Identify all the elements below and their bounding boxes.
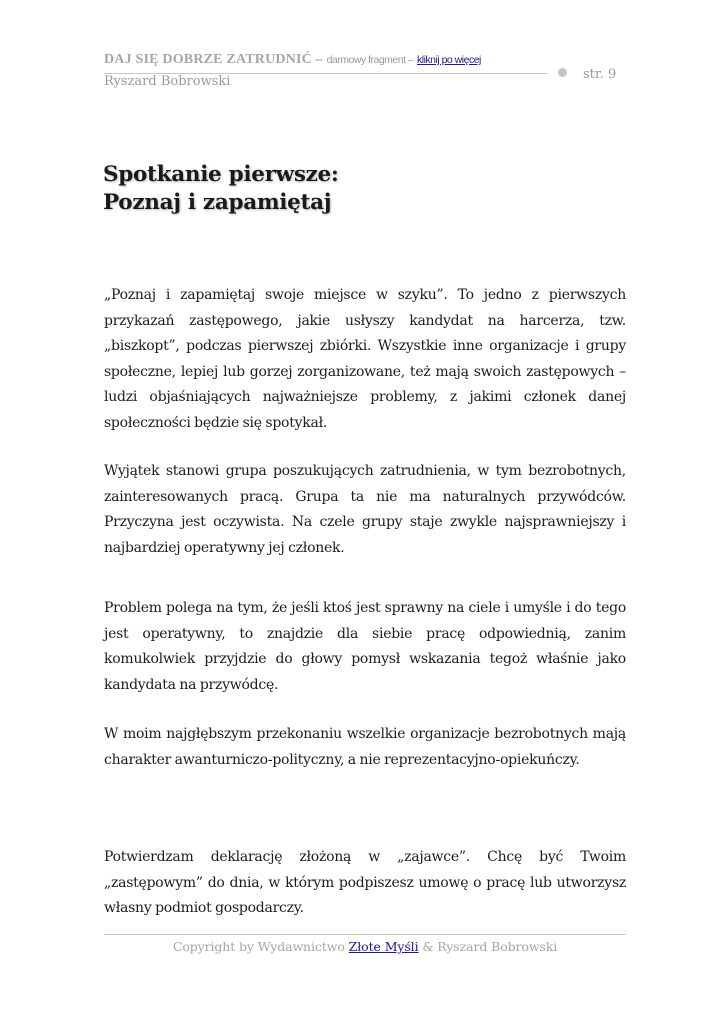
footer-divider bbox=[104, 934, 626, 935]
paragraph-3: Problem polega na tym, że jeśli ktoś jest sprawny na ciele i umyśle i do tego jest operatywny, to znajdzie dla siebie pracę odpowiednią, zanim komukolwiek przyjdzie do głowy pomysł wskazania tegoż właśnie jako kandydata na przywódcę. bbox=[104, 600, 626, 693]
more-link[interactable]: kliknij po więcej bbox=[417, 54, 481, 66]
bullet-dot-icon bbox=[558, 68, 567, 77]
page-footer bbox=[104, 939, 626, 954]
chapter-title bbox=[103, 161, 339, 217]
chapter-title-line-2: Poznaj i zapamiętaj bbox=[103, 190, 332, 215]
header-author: Ryszard Bobrowski bbox=[104, 74, 231, 89]
page-number: str. 9 bbox=[583, 67, 617, 82]
paragraph-1: „Poznaj i zapamiętaj swoje miejsce w szyku”. To jedno z pierwszych przykazań zastępowego, jakie usłyszy kandydat na harcerza, tzw. „biszkopt”, podczas pierwszej zbiórki. Wszystkie inne organizacje i grupy społeczne, lepiej lub gorzej zorganizowane, też mają swoich zastępowych – ludzi objaśniających najważniejsze problemy, z jakimi członek danej społeczności będzie się spotykał. bbox=[104, 287, 626, 431]
running-header bbox=[104, 52, 481, 68]
footer-copyright: Copyright by Wydawnictwo bbox=[172, 939, 349, 954]
header-separator: – bbox=[311, 52, 327, 67]
book-title: DAJ SIĘ DOBRZE ZATRUDNIĆ bbox=[104, 52, 312, 67]
paragraph-2: Wyjątek stanowi grupa poszukujących zatrudnienia, w tym bezrobotnych, zainteresowanych pracą. Grupa ta nie ma naturalnych przywódców. Przyczyna jest oczywista. Na czele grupy staje zwykle najsprawniejszy i najbardziej operatywny jej członek. bbox=[104, 463, 626, 556]
chapter-title-line-1: Spotkanie pierwsze: bbox=[103, 162, 339, 187]
free-fragment-label: darmowy fragment – bbox=[326, 54, 414, 66]
paragraph-4: W moim najgłębszym przekonaniu wszelkie organizacje bezrobotnych mają charakter awanturniczo-polityczny, a nie reprezentacyjno-opiekuńczy. bbox=[104, 726, 626, 768]
paragraph-5: Potwierdzam deklarację złożoną w „zajawce”. Chcę być Twoim „zastępowym” do dnia, w którym podpiszesz umowę o pracę lub utworzysz własny podmiot gospodarczy. bbox=[104, 849, 626, 917]
page-header bbox=[104, 52, 626, 96]
footer-author: & Ryszard Bobrowski bbox=[418, 939, 558, 954]
publisher-link[interactable]: Złote Myśli bbox=[348, 939, 419, 954]
